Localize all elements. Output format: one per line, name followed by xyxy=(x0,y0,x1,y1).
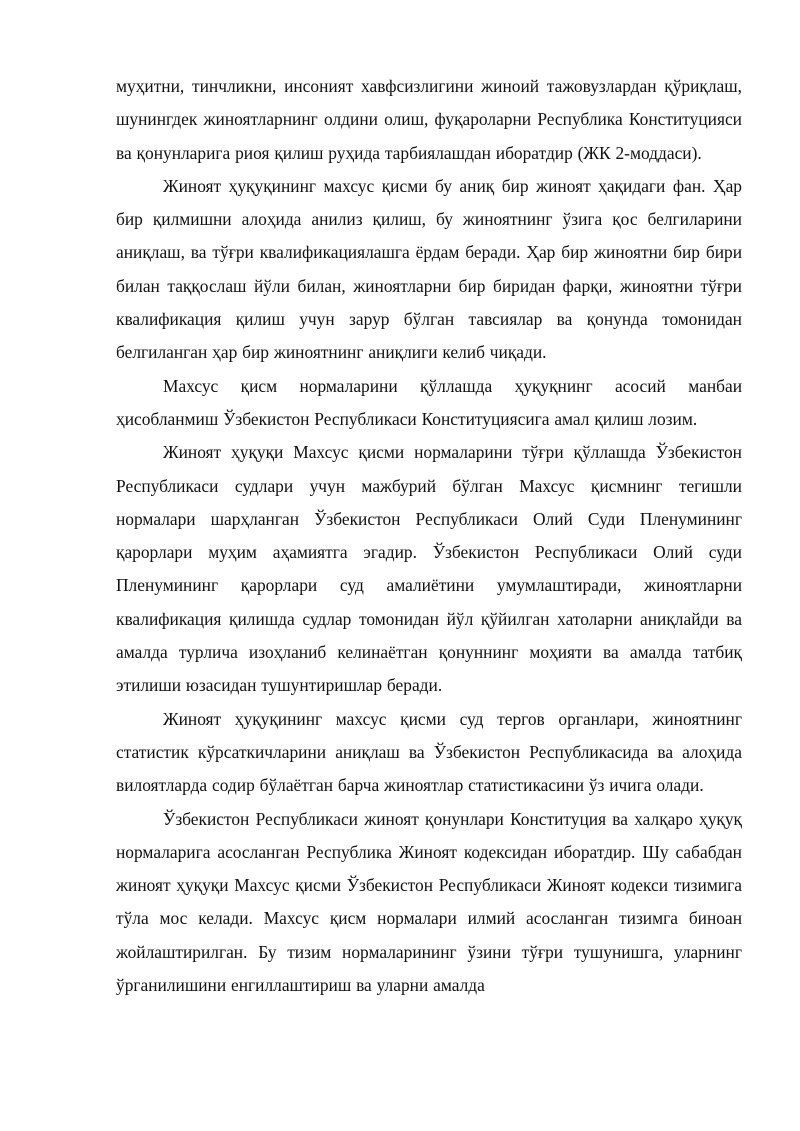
paragraph: Жиноят ҳуқуқининг махсус қисми бу аниқ бир жиноят ҳақидаги фан. Ҳар бир қилмишни алоҳида анилиз қилиш, бу жиноятнинг ўзига қос белгиларини аниқлаш, ва тўғри квалификациялашга ёрдам беради. Ҳар бир жиноятни бир бири билан таққослаш йўли билан, жиноятларни бир биридан фарқи, жиноятни тўғри квалификация қилиш учун зарур бўлган тавсиялар ва қонунда томонидан белгиланган ҳар бир жиноятнинг аниқлиги келиб чиқади. xyxy=(116,175,742,363)
paragraph: Ўзбекистон Республикаси жиноят қонунлари Конституция ва халқаро ҳуқуқ нормаларига асосланган Республика Жиноят кодексидан иборатдир. Шу сабабдан жиноят ҳуқуқи Махсус қисми Ўзбекистон Республикаси Жиноят кодекси тизимига тўла мос келади. Махсус қисм нормалари илмий асосланган тизимга биноан жойлаштирилган. Бу тизим нормаларининг ўзини тўғри тушунишга, уларнинг ўрганилишини енгиллаштириш ва уларни амалда xyxy=(116,808,742,996)
body-text xyxy=(116,70,742,1002)
paragraph: Жиноят ҳуқуқи Махсус қисми нормаларини тўғри қўллашда Ўзбекистон Республикаси судлари учун мажбурий бўлган Махсус қисмнинг тегишли нормалари шарҳланган Ўзбекистон Республикаси Олий Суди Пленумининг қарорлари муҳим аҳамиятга эгадир. Ўзбекистон Республикаси Олий суди Пленумининг қарорлари суд амалиётини умумлаштиради, жиноятларни квалификация қилишда судлар томонидан йўл қўйилган хатоларни аниқлайди ва амалда турлича изоҳланиб келинаётган қонуннинг моҳияти ва амалда татбиқ этилиши юзасидан тушунтиришлар беради. xyxy=(116,442,742,696)
paragraph: Махсус қисм нормаларини қўллашда ҳуқуқнинг асосий манбаи ҳисобланмиш Ўзбекистон Республикаси Конституциясига амал қилиш лозим. xyxy=(116,375,742,429)
paragraph-continued: муҳитни, тинчликни, инсоният хавфсизлигини жиноий тажовузлардан қўриқлаш, шунингдек жиноятларнинг олдини олиш, фуқароларни Республика Конституцияси ва қонунларига риоя қилиш руҳида тарбиялашдан иборатдир (ЖК 2-моддаси). xyxy=(116,76,742,163)
paragraph: Жиноят ҳуқуқининг махсус қисми суд тергов органлари, жиноятнинг статистик кўрсаткичларини аниқлаш ва Ўзбекистон Республикасида ва алоҳида вилоятларда содир бўлаётган барча жиноятлар статистикасини ўз ичига олади. xyxy=(116,708,742,796)
